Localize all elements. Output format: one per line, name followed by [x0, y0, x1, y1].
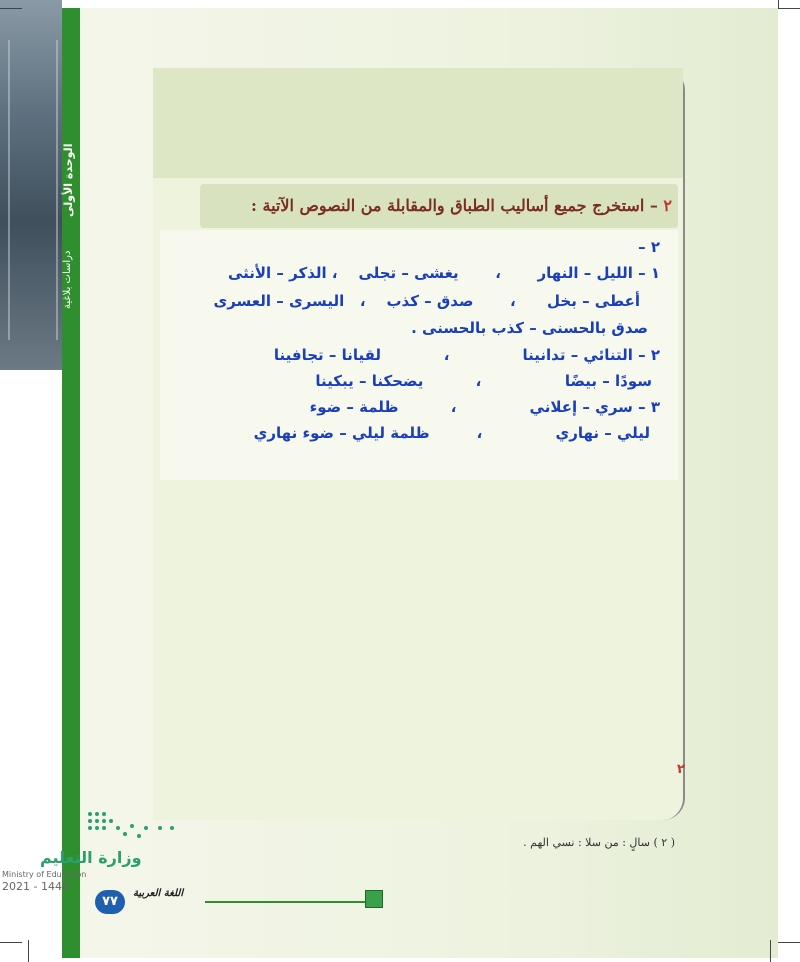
section-label: دراسات بلاغية	[62, 250, 73, 310]
crop-mark	[778, 942, 800, 943]
subject-label: اللغة العربية	[133, 888, 184, 899]
exercise-instruction	[251, 196, 672, 215]
crop-mark	[0, 942, 22, 943]
book-icon	[365, 890, 383, 908]
ministry-name-english: Ministry of Education	[2, 870, 87, 879]
crop-mark	[778, 8, 800, 9]
ministry-logo-dots	[88, 812, 183, 844]
answer-line: ٣ – سري – إعلاني ، ظلمة – ضوء	[309, 398, 660, 416]
side-marker: ٢	[677, 762, 685, 777]
crop-mark	[770, 940, 771, 962]
mosque-photo	[0, 0, 62, 370]
unit-label: الوحدة الأولى	[62, 143, 75, 217]
answer-line: ١ – الليل – النهار ، يغشى – تجلى ، الذكر – الأنثى	[227, 264, 660, 282]
answer-line: سودًا – بيضًا ، يضحكنا – يبكينا	[315, 372, 652, 390]
exercise-heading	[200, 184, 678, 228]
crop-mark	[28, 940, 29, 962]
answer-line: ٢ – التنائي – تدانينا ، لقيانا – تجافينا	[273, 346, 660, 364]
crop-mark	[0, 8, 22, 9]
crop-mark	[778, 0, 779, 8]
answer-line: صدق بالحسنى – كذب بالحسنى .	[411, 319, 648, 337]
answer-line: أعطى – بخل ، صدق – كذب ، اليسرى – العسرى	[213, 292, 640, 310]
footer-rule	[205, 901, 365, 903]
ministry-name-arabic: وزارة التعليم	[40, 848, 142, 867]
exercise-number: ٢	[663, 196, 672, 215]
answer-block	[160, 230, 678, 480]
answer-line: ٢ –	[638, 238, 660, 256]
ministry-year: 2021 - 1443	[2, 880, 69, 893]
footnote: ( ٢ ) سالٍ : من سلا : نسي الهم .	[523, 836, 675, 849]
instruction-text: – استخرج جميع أساليب الطباق والمقابلة من النصوص الآتية :	[251, 196, 658, 215]
answer-line: ليلي – نهاري ، ظلمة ليلي – ضوء نهاري	[253, 424, 650, 442]
page-number: ٧٧	[95, 890, 125, 914]
